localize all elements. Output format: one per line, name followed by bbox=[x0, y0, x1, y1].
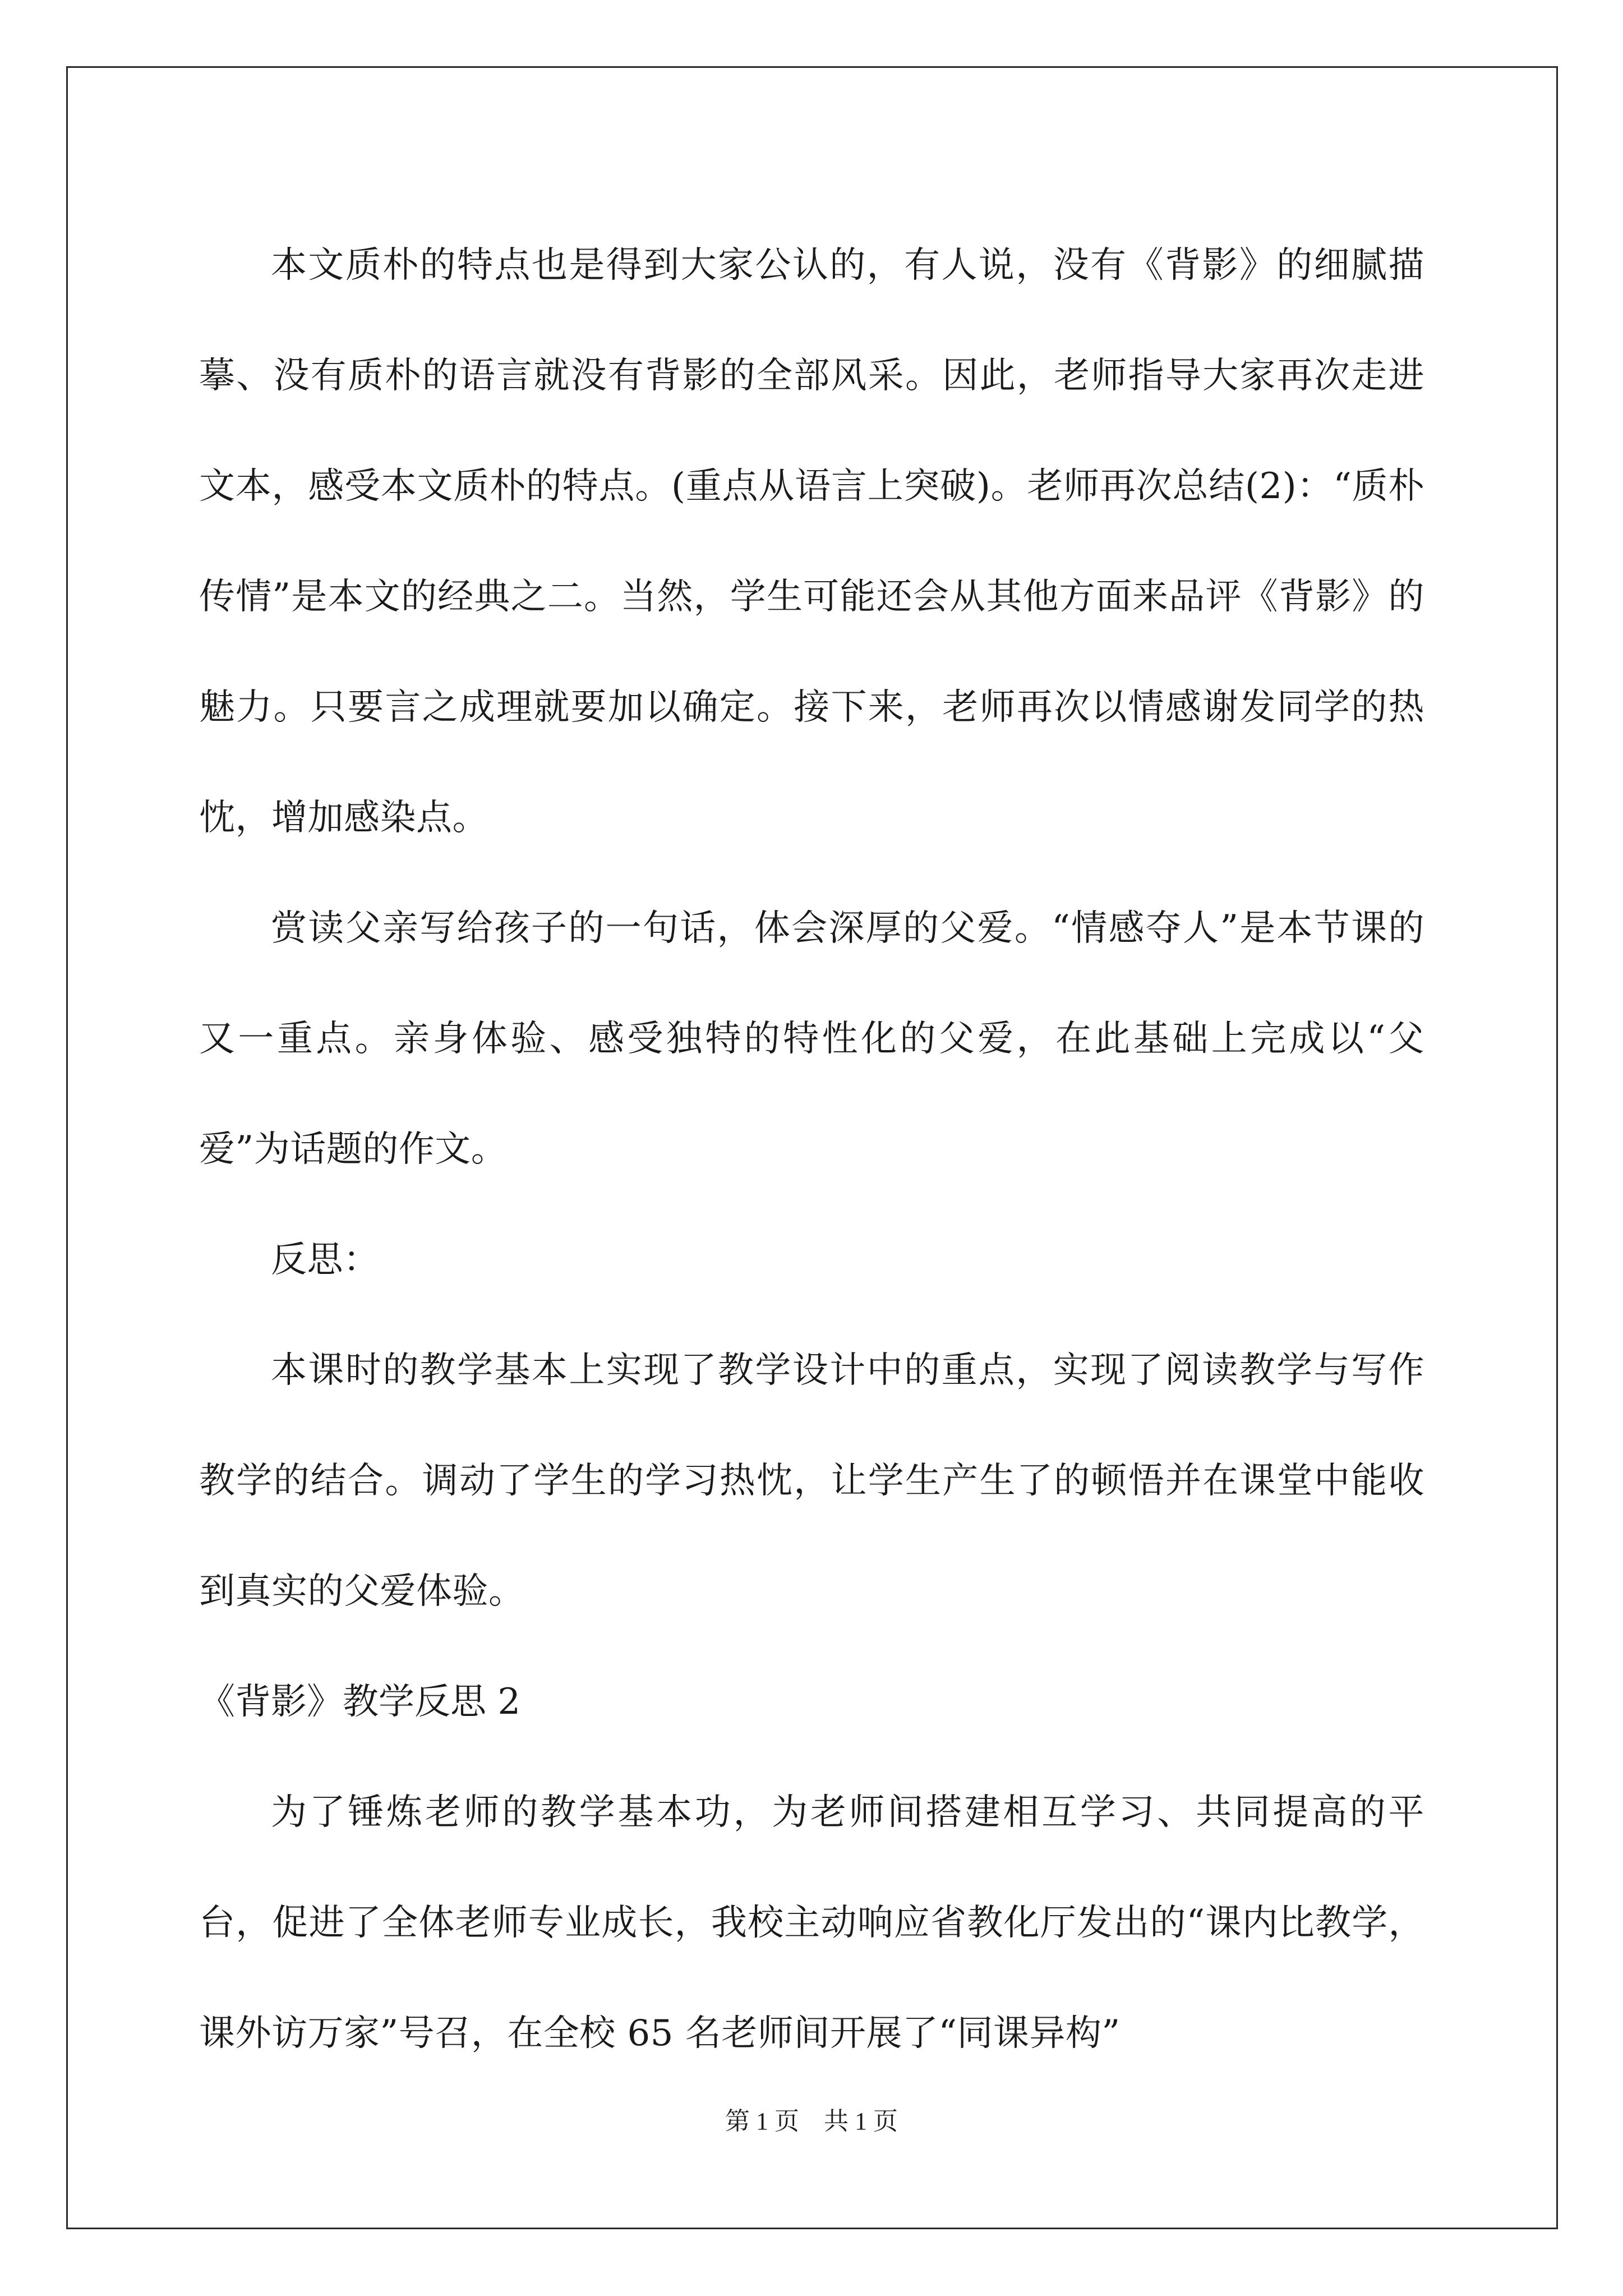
paragraph-2: 赏读父亲写给孩子的一句话，体会深厚的父爱。“情感夺人”是本节课的又一重点。亲身体验、感受独特的特性化的父爱，在此基础上完成以“父爱”为话题的作文。 bbox=[199, 908, 1424, 1170]
paragraph-4: 本课时的教学基本上实现了教学设计中的重点，实现了阅读教学与写作教学的结合。调动了学生的学习热忱，让学生产生了的顿悟并在课堂中能收到真实的父爱体验。 bbox=[199, 1350, 1424, 1612]
section-heading: 《背影》教学反思 2 bbox=[199, 1681, 521, 1723]
page-number: 第 1 页 共 1 页 bbox=[725, 2108, 898, 2135]
page-footer bbox=[0, 2105, 1623, 2138]
paragraph-3: 反思： bbox=[271, 1239, 380, 1281]
paragraph-1: 本文质朴的特点也是得到大家公认的，有人说，没有《背影》的细腻描摹、没有质朴的语言就没有背影的全部风采。因此，老师指导大家再次走进文本，感受本文质朴的特点。(重点从语言上突破)。老师再次总结(2)：“质朴传情”是本文的经典之二。当然，学生可能还会从其他方面来品评《背影》的魅力。只要言之成理就要加以确定。接下来，老师再次以情感谢发同学的热忱，增加感染点。 bbox=[199, 245, 1424, 839]
document-body bbox=[199, 210, 1424, 2089]
paragraph-5: 为了锤炼老师的教学基本功，为老师间搭建相互学习、共同提高的平台，促进了全体老师专业成长，我校主动响应省教化厅发出的“课内比教学，课外访万家”号召，在全校 65 名老师间开展了“同课异构” bbox=[199, 1792, 1424, 2054]
